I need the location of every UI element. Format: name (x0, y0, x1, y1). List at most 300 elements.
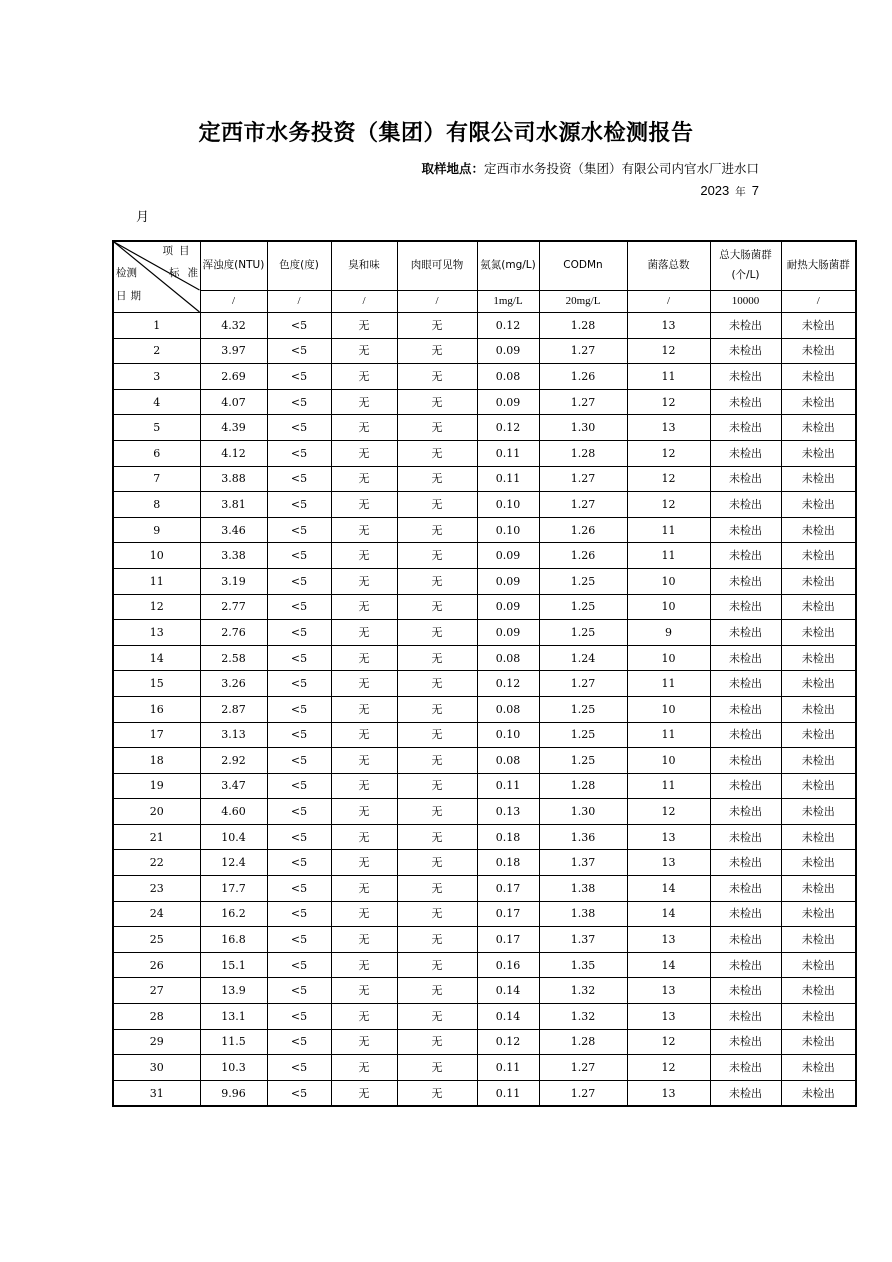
table-cell: 1.25 (539, 722, 627, 748)
table-cell: 0.11 (477, 1055, 539, 1081)
table-cell: 1.35 (539, 952, 627, 978)
table-cell: 无 (397, 466, 477, 492)
table-cell: 无 (397, 543, 477, 569)
table-cell: 1.25 (539, 748, 627, 774)
table-cell: 0.08 (477, 645, 539, 671)
date-cell: 22 (113, 850, 200, 876)
table-cell: 11 (627, 773, 710, 799)
table-cell: 1.25 (539, 594, 627, 620)
table-row (113, 799, 856, 825)
table-cell: 未检出 (710, 543, 781, 569)
table-cell: 未检出 (710, 1029, 781, 1055)
table-cell: 3.81 (200, 492, 267, 518)
table-cell: 1.30 (539, 799, 627, 825)
date-cell: 28 (113, 1004, 200, 1030)
table-cell: 无 (331, 1029, 397, 1055)
date-cell: 15 (113, 671, 200, 697)
table-cell: 未检出 (781, 927, 856, 953)
table-row (113, 671, 856, 697)
table-cell: 未检出 (710, 799, 781, 825)
table-cell: 1.28 (539, 440, 627, 466)
table-cell: 14 (627, 952, 710, 978)
table-cell: 无 (331, 313, 397, 339)
column-header: 色度(度) (267, 241, 331, 291)
table-cell: 未检出 (781, 850, 856, 876)
table-row (113, 901, 856, 927)
table-cell: 未检出 (710, 594, 781, 620)
table-cell: 0.11 (477, 1080, 539, 1106)
table-cell: 无 (397, 671, 477, 697)
table-cell: <5 (267, 492, 331, 518)
table-cell: 未检出 (710, 696, 781, 722)
table-cell: <5 (267, 645, 331, 671)
table-cell: <5 (267, 594, 331, 620)
table-cell: 0.13 (477, 799, 539, 825)
table-cell: 无 (331, 927, 397, 953)
table-cell: 12 (627, 440, 710, 466)
date-cell: 11 (113, 568, 200, 594)
table-cell: 未检出 (710, 748, 781, 774)
table-cell: 3.19 (200, 568, 267, 594)
table-cell: 无 (397, 952, 477, 978)
table-cell: 0.18 (477, 824, 539, 850)
table-cell: 0.17 (477, 876, 539, 902)
table-cell: 1.38 (539, 901, 627, 927)
month: 7 (751, 183, 759, 198)
table-cell: 2.87 (200, 696, 267, 722)
table-cell: 13 (627, 1004, 710, 1030)
table-cell: 无 (397, 799, 477, 825)
table-cell: 未检出 (710, 952, 781, 978)
table-cell: 未检出 (710, 645, 781, 671)
table-cell: 0.09 (477, 338, 539, 364)
table-cell: 11 (627, 671, 710, 697)
table-cell: 无 (331, 645, 397, 671)
table-cell: 3.26 (200, 671, 267, 697)
date-cell: 27 (113, 978, 200, 1004)
table-cell: <5 (267, 313, 331, 339)
date-cell: 24 (113, 901, 200, 927)
table-cell: 12 (627, 799, 710, 825)
table-cell: <5 (267, 748, 331, 774)
table-cell: 13.1 (200, 1004, 267, 1030)
table-cell: 无 (397, 901, 477, 927)
table-cell: 无 (331, 389, 397, 415)
table-cell: 4.07 (200, 389, 267, 415)
table-cell: 9 (627, 620, 710, 646)
table-cell: 未检出 (781, 338, 856, 364)
table-cell: 1.27 (539, 492, 627, 518)
date-cell: 12 (113, 594, 200, 620)
table-cell: 0.18 (477, 850, 539, 876)
table-cell: 10.3 (200, 1055, 267, 1081)
table-cell: 无 (397, 338, 477, 364)
date-cell: 2 (113, 338, 200, 364)
table-cell: 无 (331, 1080, 397, 1106)
table-row (113, 978, 856, 1004)
column-header: 肉眼可见物 (397, 241, 477, 291)
table-cell: 2.92 (200, 748, 267, 774)
table-cell: <5 (267, 722, 331, 748)
report-date (694, 183, 759, 199)
month-unit: 月 (136, 210, 150, 225)
table-cell: 0.09 (477, 389, 539, 415)
table-cell: 1.25 (539, 696, 627, 722)
date-cell: 20 (113, 799, 200, 825)
table-cell: 未检出 (781, 748, 856, 774)
table-cell: 12 (627, 466, 710, 492)
table-cell: 13 (627, 927, 710, 953)
table-cell: 14 (627, 901, 710, 927)
table-cell: <5 (267, 517, 331, 543)
date-cell: 18 (113, 748, 200, 774)
table-cell: 1.26 (539, 543, 627, 569)
table-cell: 未检出 (781, 389, 856, 415)
table-cell: <5 (267, 824, 331, 850)
table-cell: <5 (267, 773, 331, 799)
table-row (113, 492, 856, 518)
table-cell: 4.32 (200, 313, 267, 339)
table-cell: 1.26 (539, 517, 627, 543)
column-header: 浑浊度(NTU) (200, 241, 267, 291)
header-row (113, 241, 856, 291)
table-cell: 未检出 (710, 364, 781, 390)
table-cell: 1.32 (539, 978, 627, 1004)
table-cell: 无 (397, 1004, 477, 1030)
table-cell: 0.16 (477, 952, 539, 978)
table-cell: 10 (627, 594, 710, 620)
table-cell: 13 (627, 978, 710, 1004)
table-cell: 无 (331, 1004, 397, 1030)
table-cell: 未检出 (710, 466, 781, 492)
table-cell: 13 (627, 824, 710, 850)
table-cell: 1.37 (539, 850, 627, 876)
date-cell: 29 (113, 1029, 200, 1055)
date-cell: 4 (113, 389, 200, 415)
table-cell: 无 (397, 645, 477, 671)
table-cell: 无 (331, 440, 397, 466)
table-cell: 未检出 (710, 876, 781, 902)
table-cell: <5 (267, 696, 331, 722)
table-cell: 无 (331, 1055, 397, 1081)
table-cell: 无 (331, 594, 397, 620)
standard-cell: / (627, 291, 710, 313)
date-cell: 30 (113, 1055, 200, 1081)
corner-item-label: 项目 (162, 245, 196, 257)
table-cell: <5 (267, 389, 331, 415)
table-cell: <5 (267, 1080, 331, 1106)
standard-cell: 20mg/L (539, 291, 627, 313)
table-cell: 未检出 (710, 1055, 781, 1081)
table-cell: 12 (627, 1029, 710, 1055)
table-cell: 无 (397, 594, 477, 620)
table-cell: 无 (397, 568, 477, 594)
table-cell: 13.9 (200, 978, 267, 1004)
table-row (113, 415, 856, 441)
table-row (113, 696, 856, 722)
standard-cell: / (267, 291, 331, 313)
table-cell: 未检出 (710, 1080, 781, 1106)
date-cell: 26 (113, 952, 200, 978)
table-cell: 未检出 (781, 440, 856, 466)
table-cell: 0.11 (477, 466, 539, 492)
table-cell: 4.12 (200, 440, 267, 466)
table-cell: <5 (267, 364, 331, 390)
table-cell: <5 (267, 543, 331, 569)
table-cell: 无 (331, 568, 397, 594)
table-cell: 未检出 (710, 1004, 781, 1030)
table-cell: 无 (331, 364, 397, 390)
table-cell: 未检出 (781, 722, 856, 748)
table-row (113, 517, 856, 543)
table-cell: 15.1 (200, 952, 267, 978)
date-cell: 10 (113, 543, 200, 569)
standard-cell: / (331, 291, 397, 313)
table-cell: 未检出 (710, 440, 781, 466)
table-cell: 0.11 (477, 440, 539, 466)
table-row (113, 645, 856, 671)
table-cell: 无 (331, 824, 397, 850)
corner-header-cell (113, 241, 206, 313)
table-cell: 13 (627, 415, 710, 441)
table-row (113, 824, 856, 850)
table-cell: <5 (267, 952, 331, 978)
table-cell: 未检出 (781, 696, 856, 722)
table-cell: 无 (331, 620, 397, 646)
table-cell: 0.12 (477, 313, 539, 339)
table-cell: 无 (397, 389, 477, 415)
table-cell: 未检出 (781, 952, 856, 978)
table-row (113, 440, 856, 466)
standard-cell: 10000 (710, 291, 781, 313)
table-cell: 无 (397, 313, 477, 339)
table-cell: 2.77 (200, 594, 267, 620)
table-cell: 未检出 (710, 671, 781, 697)
table-cell: 无 (331, 696, 397, 722)
table-cell: 9.96 (200, 1080, 267, 1106)
table-row (113, 594, 856, 620)
table-row (113, 1080, 856, 1106)
table-cell: 10 (627, 568, 710, 594)
table-cell: <5 (267, 1029, 331, 1055)
table-cell: 2.76 (200, 620, 267, 646)
table-row (113, 1055, 856, 1081)
table-cell: 2.58 (200, 645, 267, 671)
table-cell: 10 (627, 645, 710, 671)
table-cell: 0.09 (477, 543, 539, 569)
table-cell: 无 (397, 1029, 477, 1055)
table-cell: 1.38 (539, 876, 627, 902)
table-cell: 未检出 (710, 901, 781, 927)
table-row (113, 338, 856, 364)
table-cell: 0.11 (477, 773, 539, 799)
table-cell: 3.97 (200, 338, 267, 364)
table-row (113, 568, 856, 594)
table-cell: 未检出 (781, 671, 856, 697)
table-cell: 无 (397, 722, 477, 748)
table-cell: 0.10 (477, 492, 539, 518)
table-cell: 未检出 (781, 773, 856, 799)
table-cell: 未检出 (710, 850, 781, 876)
table-cell: 未检出 (781, 1080, 856, 1106)
table-row (113, 748, 856, 774)
date-cell: 16 (113, 696, 200, 722)
date-cell: 9 (113, 517, 200, 543)
date-cell: 1 (113, 313, 200, 339)
table-cell: <5 (267, 927, 331, 953)
table-cell: 无 (397, 364, 477, 390)
table-cell: 未检出 (781, 645, 856, 671)
table-cell: 0.12 (477, 671, 539, 697)
table-cell: <5 (267, 338, 331, 364)
table-cell: 未检出 (710, 568, 781, 594)
table-cell: 无 (331, 492, 397, 518)
table-cell: 10.4 (200, 824, 267, 850)
table-cell: 1.27 (539, 466, 627, 492)
table-cell: 未检出 (781, 594, 856, 620)
standard-cell: / (397, 291, 477, 313)
table-cell: 4.39 (200, 415, 267, 441)
table-cell: 0.12 (477, 1029, 539, 1055)
standard-cell: / (781, 291, 856, 313)
table-cell: 12 (627, 389, 710, 415)
table-cell: 0.17 (477, 927, 539, 953)
table-cell: 0.08 (477, 696, 539, 722)
table-cell: 3.88 (200, 466, 267, 492)
table-cell: 未检出 (781, 620, 856, 646)
date-cell: 3 (113, 364, 200, 390)
table-cell: <5 (267, 876, 331, 902)
table-cell: 无 (331, 415, 397, 441)
report-title: 定西市水务投资（集团）有限公司水源水检测报告 (198, 121, 694, 146)
table-cell: 1.36 (539, 824, 627, 850)
table-cell: <5 (267, 415, 331, 441)
table-cell: 无 (397, 1080, 477, 1106)
location-value: 定西市水务投资（集团）有限公司内官水厂进水口 (483, 161, 759, 176)
table-cell: 未检出 (710, 824, 781, 850)
column-header: 耐热大肠菌群 (781, 241, 856, 291)
table-cell: 0.10 (477, 722, 539, 748)
table-cell: 未检出 (781, 876, 856, 902)
table-cell: 无 (397, 415, 477, 441)
corner-standard-label: 检测 标准 (116, 267, 206, 279)
corner-date-label: 日期 (116, 290, 145, 302)
standard-cell: 1mg/L (477, 291, 539, 313)
table-cell: 12 (627, 338, 710, 364)
table-cell: 1.25 (539, 620, 627, 646)
table-cell: 1.27 (539, 1055, 627, 1081)
table-cell: 3.46 (200, 517, 267, 543)
table-cell: <5 (267, 440, 331, 466)
table-cell: 16.2 (200, 901, 267, 927)
table-cell: 未检出 (781, 517, 856, 543)
table-cell: 1.24 (539, 645, 627, 671)
column-header: CODMn (539, 241, 627, 291)
table-cell: 无 (331, 722, 397, 748)
table-cell: 未检出 (710, 773, 781, 799)
table-cell: <5 (267, 978, 331, 1004)
table-row (113, 1029, 856, 1055)
table-cell: 0.09 (477, 620, 539, 646)
table-cell: 未检出 (781, 901, 856, 927)
table-cell: 0.12 (477, 415, 539, 441)
table-cell: 无 (331, 466, 397, 492)
table-cell: 未检出 (710, 517, 781, 543)
table-cell: 无 (397, 773, 477, 799)
table-cell: 无 (331, 773, 397, 799)
table-cell: 无 (397, 978, 477, 1004)
table-cell: 无 (331, 799, 397, 825)
table-cell: 10 (627, 748, 710, 774)
table-cell: 14 (627, 876, 710, 902)
table-cell: 无 (331, 978, 397, 1004)
table-cell: 未检出 (710, 492, 781, 518)
table-cell: 1.27 (539, 1080, 627, 1106)
table-row (113, 850, 856, 876)
table-cell: 未检出 (710, 338, 781, 364)
table-cell: 13 (627, 850, 710, 876)
table-cell: 未检出 (781, 492, 856, 518)
sampling-location (421, 159, 759, 177)
table-cell: 无 (331, 876, 397, 902)
table-cell: 未检出 (781, 1004, 856, 1030)
table-cell: 1.30 (539, 415, 627, 441)
standard-row (113, 291, 856, 313)
table-cell: 未检出 (710, 389, 781, 415)
table-cell: 17.7 (200, 876, 267, 902)
table-cell: 1.27 (539, 338, 627, 364)
table-row (113, 466, 856, 492)
table-cell: 0.10 (477, 517, 539, 543)
table-cell: 无 (397, 1055, 477, 1081)
table-cell: 1.27 (539, 389, 627, 415)
table-cell: 13 (627, 313, 710, 339)
table-cell: 11 (627, 722, 710, 748)
table-cell: 未检出 (781, 313, 856, 339)
table-cell: <5 (267, 620, 331, 646)
table-cell: 3.13 (200, 722, 267, 748)
table-cell: 无 (397, 850, 477, 876)
table-cell: 0.09 (477, 594, 539, 620)
date-cell: 14 (113, 645, 200, 671)
table-cell: <5 (267, 799, 331, 825)
table-row (113, 543, 856, 569)
table-cell: 无 (397, 440, 477, 466)
table-cell: 未检出 (710, 313, 781, 339)
table-cell: 未检出 (781, 1055, 856, 1081)
table-cell: 无 (331, 671, 397, 697)
table-row (113, 1004, 856, 1030)
table-cell: <5 (267, 1055, 331, 1081)
location-label: 取样地点： (421, 161, 484, 176)
table-cell: 无 (331, 850, 397, 876)
table-cell: 无 (397, 517, 477, 543)
table-cell: 0.17 (477, 901, 539, 927)
table-cell: 11.5 (200, 1029, 267, 1055)
table-row (113, 876, 856, 902)
table-row (113, 722, 856, 748)
table-cell: 未检出 (710, 927, 781, 953)
table-cell: 1.27 (539, 671, 627, 697)
table-cell: 0.08 (477, 748, 539, 774)
table-cell: <5 (267, 850, 331, 876)
table-cell: 未检出 (781, 364, 856, 390)
table-cell: 无 (397, 876, 477, 902)
date-cell: 13 (113, 620, 200, 646)
date-cell: 7 (113, 466, 200, 492)
date-cell: 6 (113, 440, 200, 466)
table-cell: 16.8 (200, 927, 267, 953)
